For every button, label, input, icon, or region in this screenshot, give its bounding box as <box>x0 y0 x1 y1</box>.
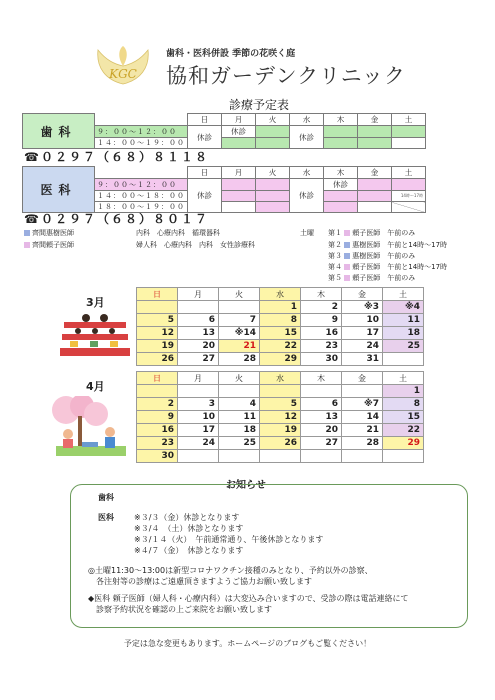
notice-title: お知らせ <box>226 480 266 491</box>
cal-day: 8 <box>383 398 424 411</box>
cal-day: ※3 <box>342 301 383 314</box>
day-header: 木 <box>324 114 358 126</box>
month-label-march: 3月 <box>86 296 105 309</box>
cal-day: 18 <box>219 424 260 437</box>
cal-day: 30 <box>301 353 342 366</box>
medical-label: 医科 <box>23 167 95 213</box>
cal-day: 15 <box>260 327 301 340</box>
cal-day <box>301 385 342 398</box>
closed-note: 休診 <box>324 179 358 191</box>
legend-row: 第２ 惠樹医師 午前と14時～17時 <box>328 241 448 249</box>
notice-dental-label: 歯科 <box>98 493 114 502</box>
dental-label: 歯科 <box>23 114 95 149</box>
cal-day: 17 <box>178 424 219 437</box>
cal-day <box>137 385 178 398</box>
cal-day: 13 <box>178 327 219 340</box>
clinic-name: 協和ガーデンクリニック <box>166 64 406 88</box>
cal-day: 24 <box>178 437 219 450</box>
cal-day: 4 <box>219 398 260 411</box>
cal-day: 27 <box>178 353 219 366</box>
day-header: 月 <box>222 167 256 179</box>
day-header: 木 <box>324 167 358 179</box>
legend-doctor2: 齊間頼子医師 <box>24 240 74 250</box>
closed-note: 休診 <box>290 126 324 149</box>
day-header: 火 <box>256 167 290 179</box>
cal-day: 11 <box>383 314 424 327</box>
cal-day: 9 <box>301 314 342 327</box>
cal-day <box>383 353 424 366</box>
cal-day <box>178 301 219 314</box>
day-header: 金 <box>358 167 392 179</box>
notice-item: ※３/１４（火） 午前通常通り、午後休診となります <box>134 535 324 544</box>
cal-day: 6 <box>301 398 342 411</box>
cal-day: 2 <box>137 398 178 411</box>
medical-phone: ☎０２９７（６８）８０１７ <box>24 212 209 226</box>
cal-day <box>342 385 383 398</box>
cal-day: 8 <box>260 314 301 327</box>
day-header: 火 <box>256 114 290 126</box>
cal-day: 1 <box>383 385 424 398</box>
notice-item: ※３/３（金）休診となります <box>134 513 240 522</box>
cal-day: 18 <box>383 327 424 340</box>
cal-day: ※7 <box>342 398 383 411</box>
dental-phone: ☎０２９７（６８）８１１８ <box>24 150 209 164</box>
time-slot: １８：００～１９：００ <box>95 202 188 213</box>
cal-day: 16 <box>137 424 178 437</box>
time-slot: １４：００～１９：００ <box>95 138 188 149</box>
day-header: 日 <box>188 114 222 126</box>
month-label-april: 4月 <box>86 380 105 393</box>
march-calendar: 日 月 火 水 木 金 土 1 2 ※3 ※4 5 6 7 8 9 10 11 12 13 ※14 15 16 17 18 19 20 21 22 23 24 25 26 27 28 29 30 31 <box>136 287 424 366</box>
cal-day: 10 <box>342 314 383 327</box>
hina-dolls-illustration <box>60 312 130 362</box>
cal-day: 5 <box>137 314 178 327</box>
cal-day: 29 <box>260 353 301 366</box>
cal-day: 7 <box>219 314 260 327</box>
legend-doctor1: 齊間惠樹医師 <box>24 228 74 238</box>
cal-day: 10 <box>178 411 219 424</box>
footer-note: 予定は急な変更もあります。ホームページのブログもご覧ください！ <box>123 639 372 648</box>
april-calendar: 日 月 火 水 木 金 土 1 2 3 4 5 6 ※7 8 9 10 11 12 13 14 15 16 17 18 19 20 21 22 23 24 25 26 27 28 29 30 <box>136 371 424 463</box>
cal-day: 23 <box>301 340 342 353</box>
cal-day: 12 <box>260 411 301 424</box>
cal-day: 31 <box>342 353 383 366</box>
medical-schedule-table <box>22 166 426 213</box>
tagline: 歯科・医科併設 季節の花咲く庭 <box>166 49 296 59</box>
cal-day <box>178 385 219 398</box>
schedule-title: 診療予定表 <box>214 96 304 114</box>
cal-day: 21 <box>342 424 383 437</box>
dental-schedule-table <box>22 113 426 149</box>
logo-letters: KGC <box>109 67 137 81</box>
closed-note: 休診 <box>188 179 222 213</box>
cal-day: 19 <box>260 424 301 437</box>
cal-day: 22 <box>383 424 424 437</box>
cal-day <box>260 385 301 398</box>
cal-day: 20 <box>178 340 219 353</box>
day-header: 日 <box>188 167 222 179</box>
closed-note: 休診 <box>290 179 324 213</box>
cal-day: 12 <box>137 327 178 340</box>
notice-vaccine-line1: ◎土曜11:30～13:00は新型コロナワクチン接種のみとなり、予約以外の診察、 <box>88 566 373 575</box>
time-slot: １４：００～１８：００ <box>95 191 188 202</box>
cal-day-holiday: 29 <box>383 437 424 450</box>
cal-day <box>137 301 178 314</box>
saturday-small-note: 14時～17時 <box>392 191 426 202</box>
cal-day: 25 <box>219 437 260 450</box>
cal-day: 15 <box>383 411 424 424</box>
cal-day-holiday: 21 <box>219 340 260 353</box>
cal-day: 30 <box>137 450 178 463</box>
cal-day: 27 <box>301 437 342 450</box>
cal-day: ※4 <box>383 301 424 314</box>
notice-item: ※３/４ （土）休診となります <box>134 524 244 533</box>
notice-item: ※４/７（金） 休診となります <box>134 546 244 555</box>
cherry-blossom-picnic-illustration <box>46 396 132 460</box>
day-header: 水 <box>290 167 324 179</box>
cal-day <box>219 385 260 398</box>
cal-day: 9 <box>137 411 178 424</box>
cal-day: 26 <box>137 353 178 366</box>
notice-reserve-line1: ◆医科 頼子医師（婦人科・心療内科）は大変込み合いますので、受診の際は電話連絡にて <box>88 594 409 603</box>
cal-day <box>219 301 260 314</box>
cal-day: 28 <box>342 437 383 450</box>
cal-day: 16 <box>301 327 342 340</box>
legend-row: 第４ 頼子医師 午前と14時～17時 <box>328 263 448 271</box>
time-slot: ９：００～１２：００ <box>95 179 188 191</box>
closed-note: 休診 <box>222 126 256 138</box>
cal-day: 2 <box>301 301 342 314</box>
day-header: 土 <box>392 167 426 179</box>
cal-day: 3 <box>178 398 219 411</box>
closed-note: 休診 <box>188 126 222 149</box>
cal-day: 22 <box>260 340 301 353</box>
cal-day: 24 <box>342 340 383 353</box>
legend-row: 第１ 頼子医師 午前のみ <box>328 229 416 237</box>
legend-doctor1-depts: 内科 心療内科 循環器科 <box>136 229 220 237</box>
cal-day: 1 <box>260 301 301 314</box>
time-slot: ９：００～１２：００ <box>95 126 188 138</box>
cal-day: 5 <box>260 398 301 411</box>
legend-doctor2-depts: 婦人科 心療内科 内科 女性診療科 <box>136 241 255 249</box>
cal-day: 20 <box>301 424 342 437</box>
clinic-logo <box>92 44 154 88</box>
notice-reserve-line2: 診察予約状況を確認の上ご来院をお願い致します <box>96 605 272 614</box>
cal-day: 23 <box>137 437 178 450</box>
cal-day: 6 <box>178 314 219 327</box>
day-header: 金 <box>358 114 392 126</box>
cal-day: 28 <box>219 353 260 366</box>
notice-medical-label: 医科 <box>98 513 114 522</box>
cal-day: 26 <box>260 437 301 450</box>
legend-saturday-label: 土曜 <box>300 229 314 237</box>
day-header: 土 <box>392 114 426 126</box>
legend-row: 第５ 頼子医師 午前のみ <box>328 274 416 282</box>
day-header: 水 <box>290 114 324 126</box>
cal-day: 11 <box>219 411 260 424</box>
legend-row: 第３ 惠樹医師 午前のみ <box>328 252 416 260</box>
cal-day: 13 <box>301 411 342 424</box>
cal-day: ※14 <box>219 327 260 340</box>
cal-day: 25 <box>383 340 424 353</box>
cal-day: 17 <box>342 327 383 340</box>
cal-day: 19 <box>137 340 178 353</box>
notice-vaccine-line2: 各注射等の診療はご遠慮頂きますようご協力お願い致します <box>96 577 312 586</box>
cal-day: 14 <box>342 411 383 424</box>
day-header: 月 <box>222 114 256 126</box>
